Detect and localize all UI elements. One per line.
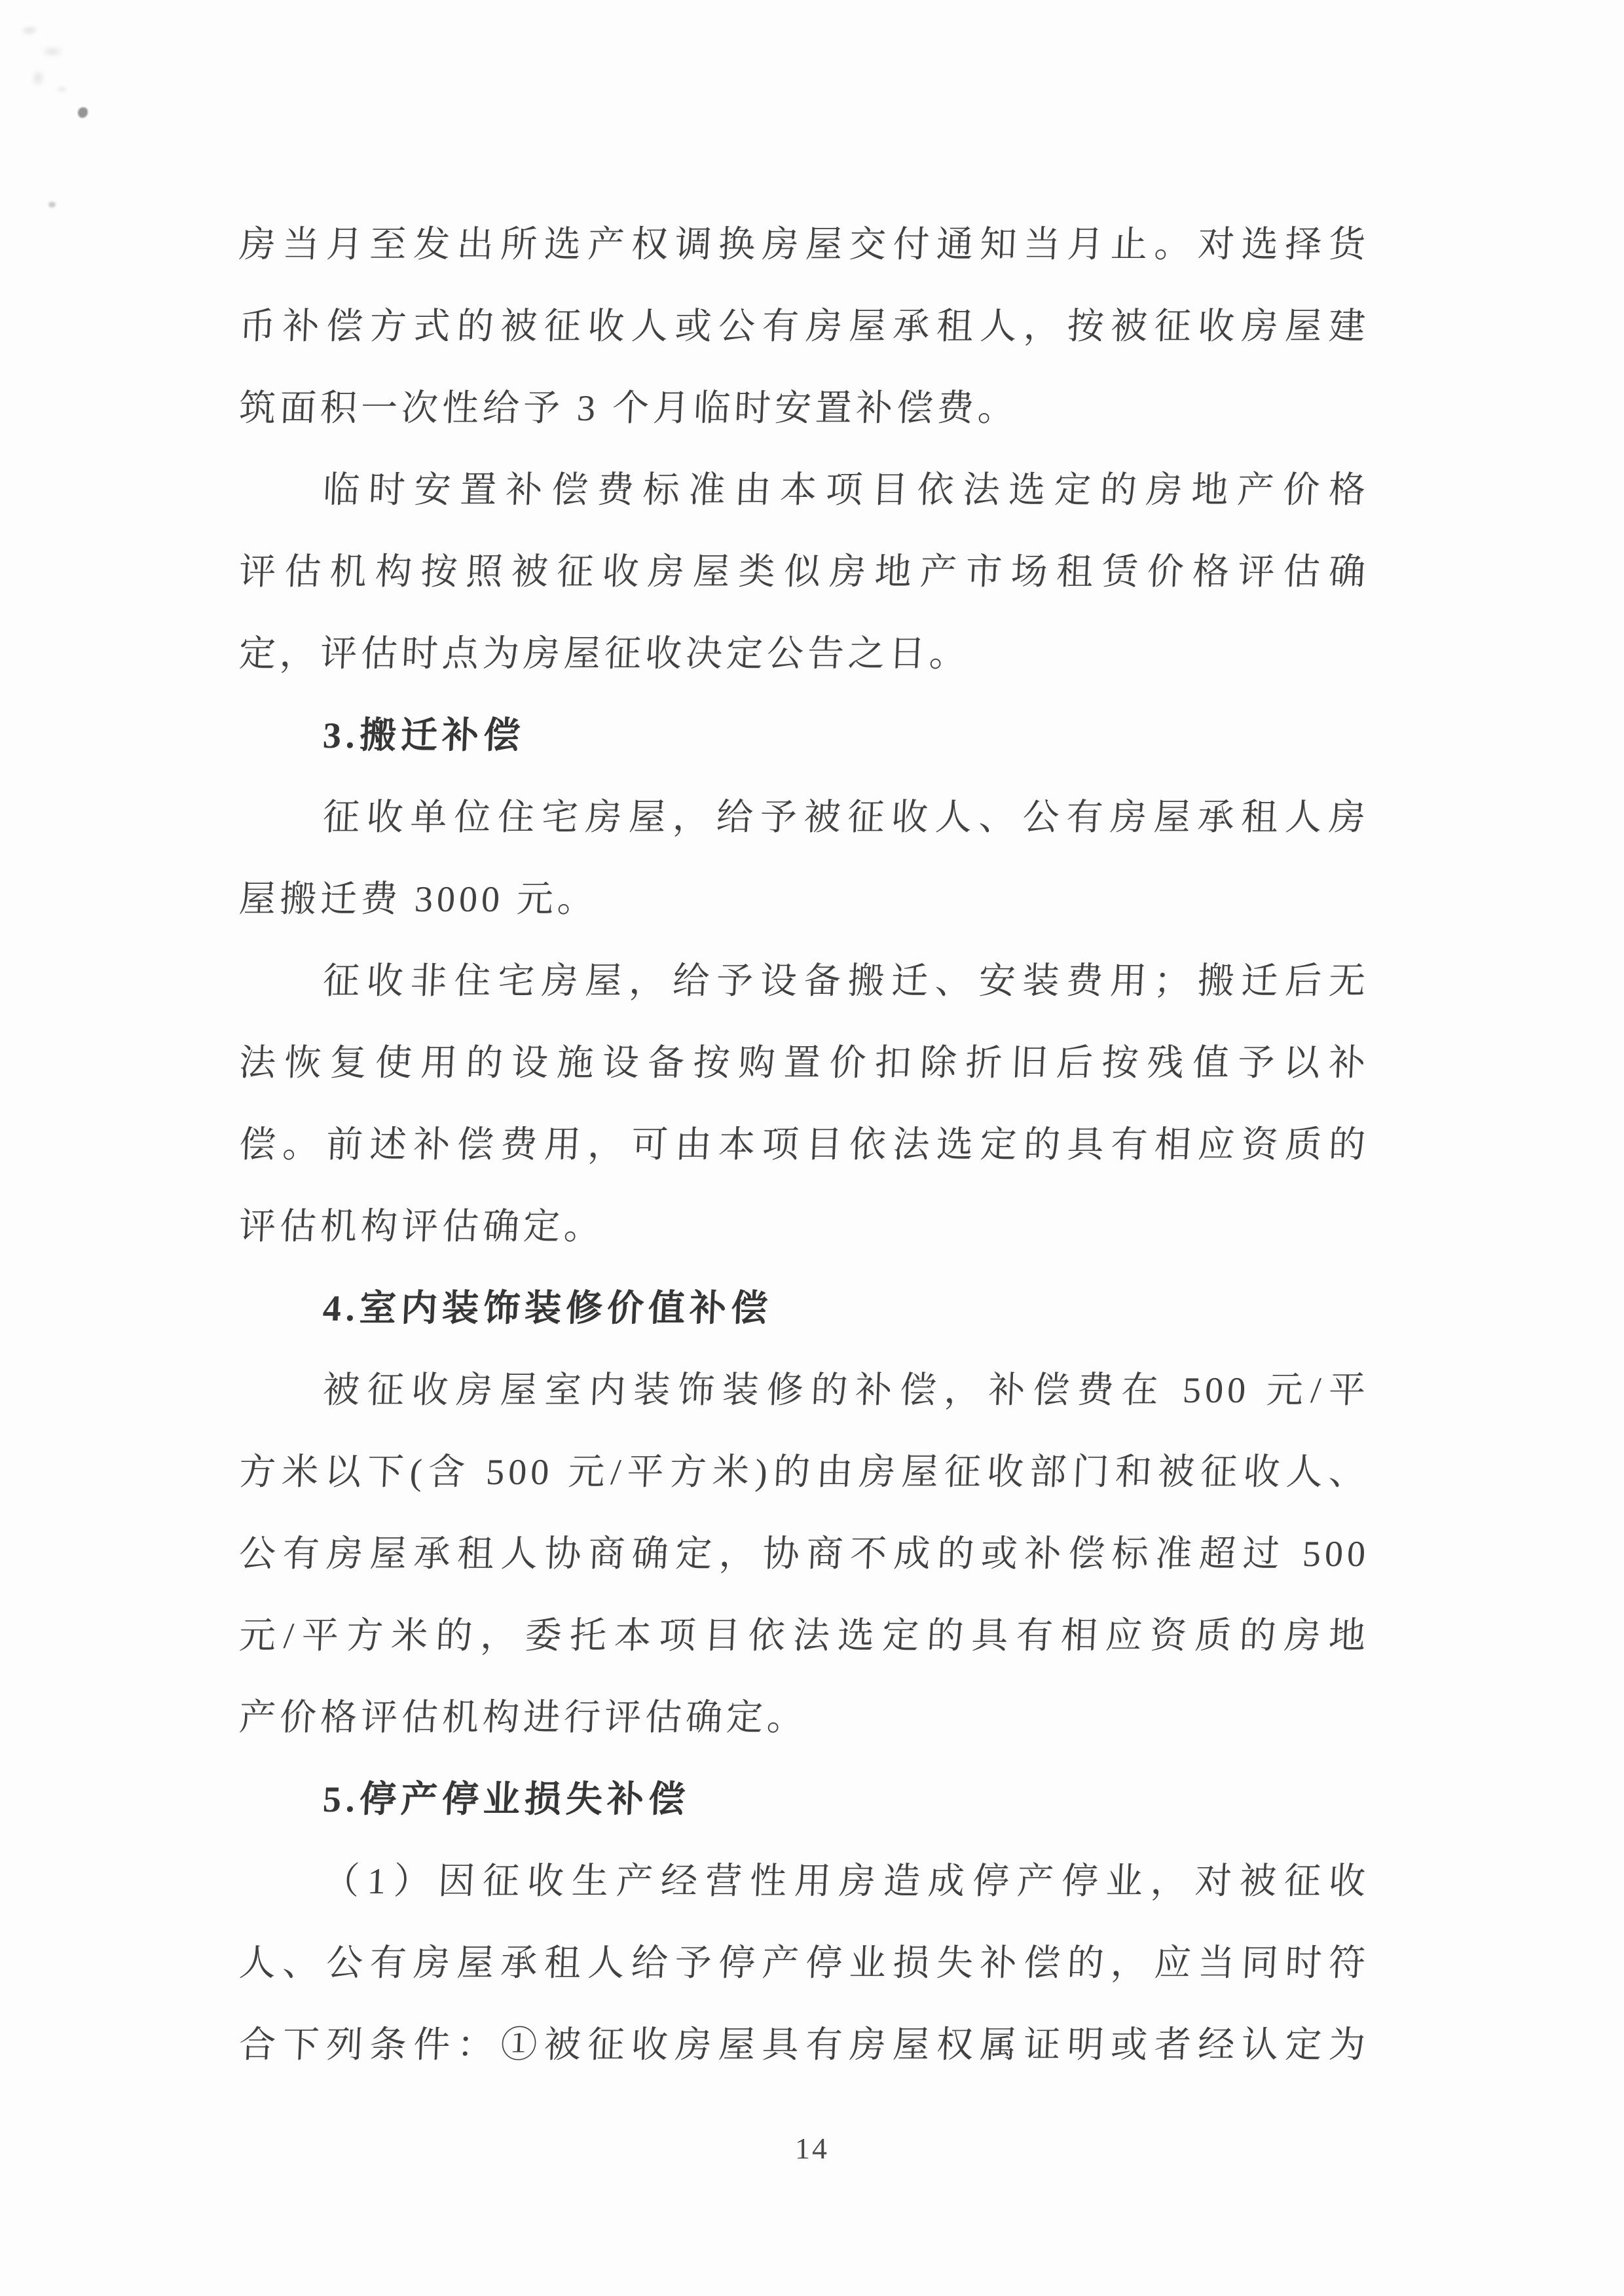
text-line: 方米以下(含 500 元/平方米)的由房屋征收部门和被征收人、 — [238, 1452, 1371, 1493]
section-heading-3: 3.搬迁补偿 — [322, 716, 526, 756]
section-heading-5: 5.停产停业损失补偿 — [322, 1779, 691, 1820]
text-line: 元/平方米的，委托本项目依法选定的具有相应资质的房地 — [238, 1616, 1371, 1656]
text-line: 筑面积一次性给予 3 个月临时安置补偿费。 — [238, 388, 1020, 429]
text-line: 法恢复使用的设施设备按购置价扣除折旧后按残值予以补 — [238, 1043, 1371, 1084]
body-text — [239, 204, 1369, 2086]
text-line: 征收非住宅房屋，给予设备搬迁、安装费用；搬迁后无 — [322, 961, 1371, 1002]
text-line: 屋搬迁费 3000 元。 — [238, 879, 599, 920]
text-line: 人、公有房屋承租人给予停产停业损失补偿的，应当同时符 — [238, 1943, 1371, 1984]
text-line: 合下列条件：①被征收房屋具有房屋权属证明或者经认定为 — [238, 2025, 1371, 2066]
text-line: 临时安置补偿费标准由本项目依法选定的房地产价格 — [322, 470, 1371, 511]
text-line: 产价格评估机构进行评估确定。 — [238, 1698, 809, 1738]
text-line: 定，评估时点为房屋征收决定公告之日。 — [238, 634, 971, 674]
scan-artifact — [8, 14, 80, 103]
text-line: 偿。前述补偿费用，可由本项目依法选定的具有相应资质的 — [238, 1125, 1371, 1165]
text-line: 币补偿方式的被征收人或公有房屋承租人，按被征收房屋建 — [238, 306, 1371, 347]
text-line: 评估机构评估确定。 — [238, 1207, 606, 1247]
scan-artifact — [78, 107, 88, 118]
text-line: 公有房屋承租人协商确定，协商不成的或补偿标准超过 500 — [238, 1534, 1371, 1575]
text-line: 被征收房屋室内装饰装修的补偿，补偿费在 500 元/平 — [322, 1370, 1371, 1411]
text-line: 征收单位住宅房屋，给予被征收人、公有房屋承租人房 — [322, 797, 1371, 838]
page-number: 14 — [795, 2132, 829, 2165]
text-line: （1）因征收生产经营性用房造成停产停业，对被征收 — [322, 1861, 1371, 1902]
text-line: 评估机构按照被征收房屋类似房地产市场租赁价格评估确 — [238, 552, 1371, 592]
text-line: 房当月至发出所选产权调换房屋交付通知当月止。对选择货 — [238, 225, 1371, 265]
scan-artifact — [48, 202, 56, 208]
section-heading-4: 4.室内装饰装修价值补偿 — [322, 1288, 773, 1329]
